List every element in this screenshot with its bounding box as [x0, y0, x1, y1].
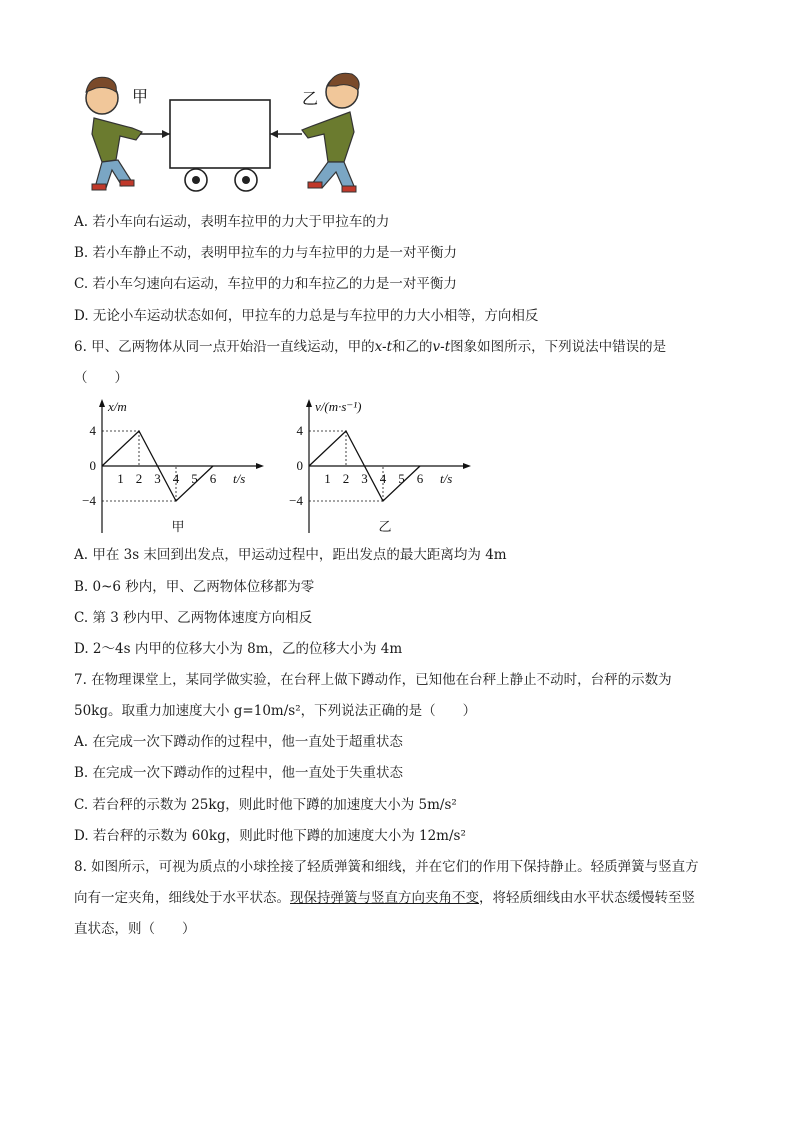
x-axis-label: t/s — [233, 471, 246, 486]
q8-line2-a: 向有一定夹角，细线处于水平状态。 — [74, 890, 290, 906]
y-axis-label: v/(m·s⁻¹) — [315, 399, 362, 414]
q8-line2-underlined: 现保持弹簧与竖直方向夹角不变 — [290, 890, 479, 906]
x-tick-label: 3 — [361, 471, 368, 486]
x-tick-label: 6 — [209, 471, 217, 486]
q6-option-c: C. 第 3 秒内甲、乙两物体速度方向相反 — [74, 610, 313, 626]
y-tick-label: 0 — [89, 458, 96, 473]
q6-stem-vt: v-t — [432, 339, 451, 355]
q6-option-b: B. 0~6 秒内，甲、乙两物体位移都为零 — [74, 579, 315, 595]
q6-stem-a: 6. 甲、乙两物体从同一点开始沿一直线运动，甲的 — [74, 339, 375, 355]
x-tick-label: 4 — [172, 471, 180, 486]
q6-stem-b: 和乙的 — [392, 339, 433, 355]
q6-option-a: A. 甲在 3s 末回到出发点，甲运动过程中，距出发点的最大距离均为 4m — [74, 547, 507, 563]
q6-paren: （ ） — [74, 370, 128, 386]
q5-option-a: A. 若小车向右运动，表明车拉甲的力大于甲拉车的力 — [74, 214, 390, 230]
q8-line3: 直状态，则（ ） — [74, 921, 196, 937]
q7-option-d: D. 若台秤的示数为 60kg，则此时他下蹲的加速度大小为 12m/s² — [74, 828, 466, 844]
q7-option-b: B. 在完成一次下蹲动作的过程中，他一直处于失重状态 — [74, 765, 404, 781]
q7-option-c: C. 若台秤的示数为 25kg，则此时他下蹲的加速度大小为 5m/s² — [74, 797, 457, 813]
y-tick-label: −4 — [289, 493, 303, 508]
q6-stem-c: 图象如图所示，下列说法中错误的是 — [450, 339, 667, 355]
x-tick-label: 3 — [154, 471, 161, 486]
x-tick-label: 5 — [398, 471, 405, 486]
tug-of-war-figure — [72, 70, 372, 200]
y-axis-arrow — [99, 399, 105, 407]
q8-line2 — [74, 889, 695, 907]
cart — [170, 100, 270, 191]
q8-line1: 8. 如图所示，可视为质点的小球拴接了轻质弹簧和细线，并在它们的作用下保持静止。轻质弹簧与竖直方 — [74, 859, 699, 875]
x-tick-label: 2 — [135, 471, 143, 486]
q6-stem-xt: x-t — [374, 339, 393, 355]
q6-option-d: D. 2～4s 内甲的位移大小为 8m，乙的位移大小为 4m — [74, 641, 403, 657]
y-tick-label: 0 — [296, 458, 303, 473]
x-tick-label: 6 — [416, 471, 424, 486]
x-tick-label: 4 — [379, 471, 387, 486]
q5-option-c: C. 若小车匀速向右运动，车拉甲的力和车拉乙的力是一对平衡力 — [74, 276, 457, 292]
x-axis-label: t/s — [440, 471, 453, 486]
q7-line1: 7. 在物理课堂上，某同学做实验，在台秤上做下蹲动作，已知他在台秤上静止不动时，台秤的示数为 — [74, 672, 672, 688]
graph-jia — [80, 395, 280, 540]
x-tick-label: 2 — [342, 471, 350, 486]
q5-option-d: D. 无论小车运动状态如何，甲拉车的力总是与车拉甲的力大小相等，方向相反 — [74, 308, 539, 324]
x-tick-label: 1 — [324, 471, 331, 486]
t-axis-arrow — [463, 463, 471, 469]
q7-option-a: A. 在完成一次下蹲动作的过程中，他一直处于超重状态 — [74, 734, 403, 750]
q7-line2: 50kg。取重力加速度大小 g=10m/s²，下列说法正确的是（ ） — [74, 703, 477, 719]
graph-caption: 甲 — [171, 519, 185, 534]
q5-option-b: B. 若小车静止不动，表明甲拉车的力与车拉甲的力是一对平衡力 — [74, 245, 458, 261]
y-axis-label: x/m — [108, 399, 127, 414]
q6-stem — [74, 338, 666, 356]
x-tick-label: 5 — [191, 471, 198, 486]
graph-caption: 乙 — [378, 519, 392, 534]
y-tick-label: 4 — [296, 423, 303, 438]
y-tick-label: 4 — [89, 423, 96, 438]
y-tick-label: −4 — [82, 493, 96, 508]
graph-yi — [287, 395, 487, 540]
t-axis-arrow — [256, 463, 264, 469]
q8-line2-end: ，将轻质细线由水平状态缓慢转至竖 — [479, 890, 695, 906]
x-tick-label: 1 — [117, 471, 124, 486]
label-jia: 甲 — [132, 87, 149, 106]
label-yi: 乙 — [302, 89, 319, 108]
y-axis-arrow — [306, 399, 312, 407]
